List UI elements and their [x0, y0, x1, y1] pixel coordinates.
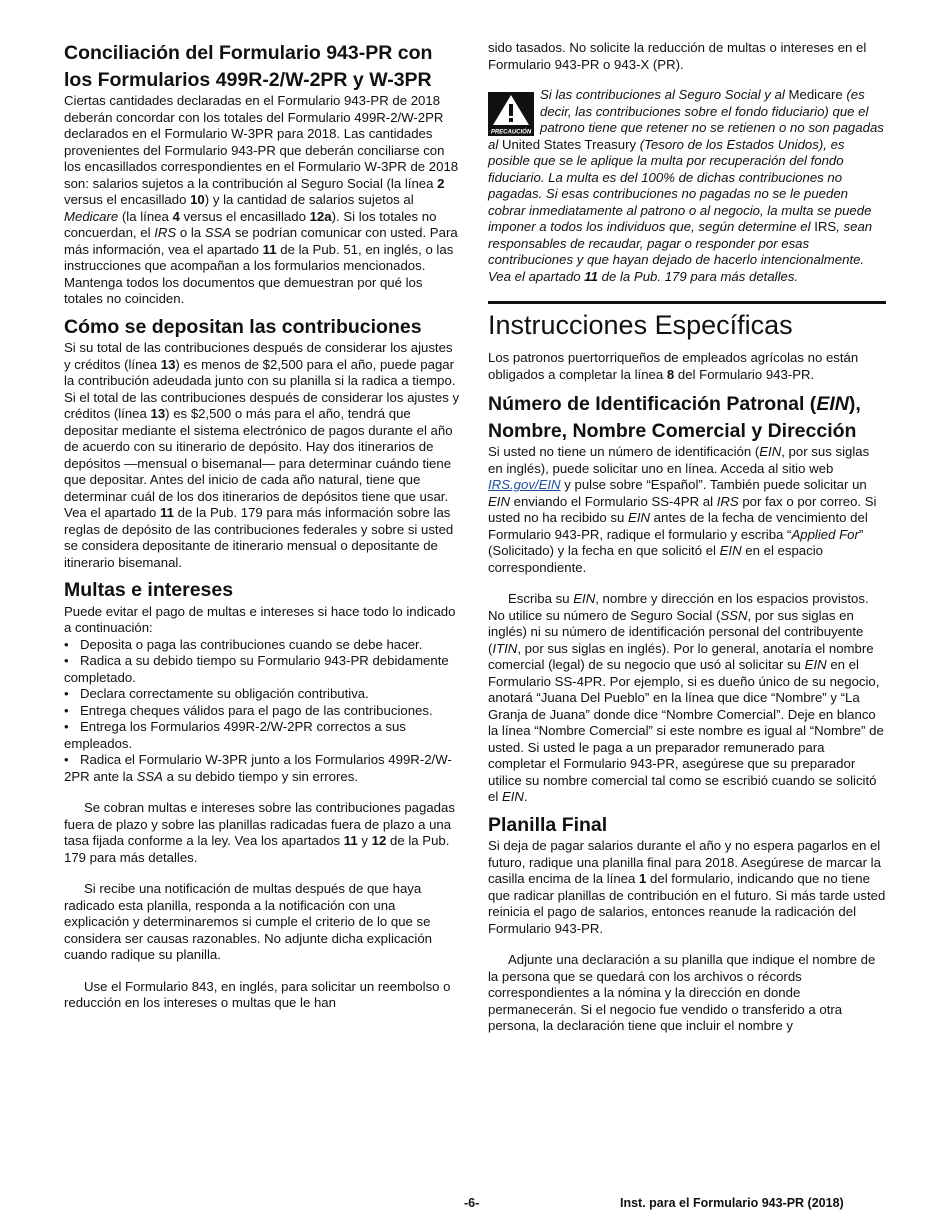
heading-conciliacion: Conciliación del Formulario 943-PR con los Formularios 499R-2/W-2PR y W-3PR — [64, 42, 433, 91]
paragraph-843-continued: sido tasados. No solicite la reducción de multas o intereses en el Formulario 943-PR o 943-X (PR). — [488, 40, 867, 72]
heading-multas: Multas e intereses — [64, 579, 234, 601]
paragraph-ein: Si usted no tiene un número de identificación (EIN, por sus siglas en inglés), puede solicitar uno en línea. Acceda al sitio web IRS.gov/EIN y pulse sobre “Español”. También puede solicitar un EIN enviando el Formulario SS-4PR al IRS por fax o por correo. Si usted no ha recibido su EIN antes de la fecha de vencimiento del Formulario 943-PR, radique el formulario y escriba “Applied For” (Solicitado) y la fecha en que solicitó el EIN en el espacio correspondiente. — [488, 444, 877, 575]
paragraph-843: Use el Formulario 843, en inglés, para solicitar un reembolso o reducción en los intereses o multas que le han — [64, 978, 451, 1010]
paragraph-planilla-final: Si deja de pagar salarios durante el año y no espera pagarlos en el futuro, radique una planilla final para 2018. Asegúrese de marcar la casilla encima de la línea 1 del formulario, indicando que no tiene que radicar planillas de contribución en el futuro. Si más tarde usted reinicia el pago de salarios, entonces reanude la radicación del Formulario 943-PR. — [488, 838, 886, 936]
list-item: • Entrega los Formularios 499R-2/W-2PR correctos a sus empleados. — [64, 719, 406, 751]
heading-deposito: Cómo se depositan las contribuciones — [64, 315, 422, 338]
page-number: -6- — [464, 1196, 480, 1210]
paragraph-notificacion: Si recibe una notificación de multas después de que haya radicado esta planilla, responda a la notificación con una explicación y determinaremos si cumple el criterio de lo que se considera ser causas razonables. No adjunte dicha explicación cuando radique su planilla. — [64, 881, 433, 962]
paragraph-escriba-ein: Escriba su EIN, nombre y dirección en los espacios provistos. No utilice su número de Seguro Social (SSN, por sus siglas en inglés) ni su número de identificación personal del contribuyente (ITIN, por sus siglas en inglés). Por lo general, anotaría el nombre comercial (legal) de su negocio que usó al solicitar su EIN en el Formulario SS-4PR. Por ejemplo, si es dueño único de su negocio, anotará “Juana Del Pueblo” en la línea que dice “Nombre” y “La Granja de Juana” donde dice “Nombre Comercial”. Deje en blanco la línea “Nombre Comercial” si este nombre es igual al “Nombre” de usted. Si usted le paga a un preparador remunerado para completar el Formulario 943-PR, asegúrese que su preparador utilice su nombre comercial tal como se escribió cuando se solicitó el EIN. — [488, 591, 884, 804]
list-item: • Deposita o paga las contribuciones cuando se debe hacer. — [64, 636, 423, 652]
paragraph-multas-intro: Puede evitar el pago de multas e intereses si hace todo lo indicado a continuación: — [64, 603, 456, 635]
heading-planilla-final: Planilla Final — [488, 813, 608, 836]
paragraph-agricolas: Los patronos puertorriqueños de empleados agrícolas no están obligados a completar la línea 8 del Formulario 943-PR. — [488, 350, 859, 382]
list-item: • Radica el Formulario W-3PR junto a los Formularios 499R-2/W-2PR ante la SSA a su debido tiempo y sin errores. — [64, 752, 452, 784]
heading-instrucciones-especificas: Instrucciones Específicas — [488, 310, 793, 340]
caution-box — [488, 87, 886, 285]
right-column — [488, 40, 886, 1035]
list-item: • Declara correctamente su obligación contributiva. — [64, 686, 369, 701]
irs-ein-link[interactable]: IRS.gov/EIN — [488, 477, 561, 492]
paragraph-cobran: Se cobran multas e intereses sobre las contribuciones pagadas fuera de plazo y sobre las planillas radicadas fuera de plazo a una tasa fijada conforme a la ley. Vea los apartados 11 y 12 de la Pub. 179 para más detalles. — [64, 800, 455, 865]
left-column — [64, 40, 462, 1012]
caution-text: Si las contribuciones al Seguro Social y al Medicare (es decir, las contribuciones sobre el fondo fiduciario) que el patrono tiene que retener no se retienen o no son pagadas al United States Treasury (Tesoro de los Estados Unidos), es posible que se le aplique la multa por recuperación del fondo fiduciario. La multa es del 100% de dichas contribuciones no pagadas. Si esas contribuciones no pagadas no se le pueden cobrar inmediatamente al patrono o al negocio, la multa se puede imponer a todos los individuos que, según determine el IRS, sean responsables de recaudar, pagar o responder por esas contribuciones y que hayan dejado de hacerlo intencionalmente. Vea el apartado 11 de la Pub. 179 para más detalles. — [488, 87, 884, 284]
paragraph-deposito: Si su total de las contribuciones después de considerar los ajustes y créditos (línea 13) es menos de $2,500 para el año, puede pagar la contribución adeudada junto con su planilla si la radica a tiempo. Si el total de las contribuciones después de considerar los ajustes y créditos (línea 13) es $2,500 o más para el año, tendrá que depositar mediante el sistema electrónico de pagos durante el año de acuerdo con su itinerario de depósito. Hay dos itinerarios de depósitos —mensual o bisemanal— para determinar cuándo tiene que depositar. Antes del inicio de cada año natural, tiene que determinar cuál de los dos itinerarios de depósitos tiene que usar. Vea el apartado 11 de la Pub. 179 para más información sobre las reglas de depósito de las contribuciones federales y sobre si usted se considera depositante de itinerario mensual o depositante de itinerario bisemanal. — [64, 340, 460, 570]
caution-icon — [488, 92, 534, 136]
paragraph-adjunte: Adjunte una declaración a su planilla que indique el nombre de la persona que se quedará con los archivos o récords correspondientes a la nómina y la dirección en donde permanecerán. Si el negocio fue vendido o transferido a otra persona, la declaración tiene que incluir el nombre y — [488, 952, 876, 1033]
heading-ein: Número de Identificación Patronal (EIN), Nombre, Nombre Comercial y Dirección — [488, 393, 861, 442]
list-item: • Entrega cheques válidos para el pago de las contribuciones. — [64, 702, 433, 718]
form-title-footer: Inst. para el Formulario 943-PR (2018) — [620, 1196, 844, 1210]
section-rule — [488, 301, 886, 342]
list-item: • Radica a su debido tiempo su Formulario 943-PR debidamente completado. — [64, 653, 449, 685]
caution-label: PRECAUCIÓN — [490, 129, 532, 136]
paragraph-conciliacion: Ciertas cantidades declaradas en el Formulario 943-PR de 2018 deberán concordar con los totales del Formulario 499R-2/W-2PR declarados en el Formulario W-3PR para 2018. Las cantidades provenientes del Formulario 943-PR que deberán conciliarse con los encasillados correspondientes en el Formulario W-3PR de 2018 son: salarios sujetos a la contribución al Seguro Social (la línea 2 versus el encasillado 10) y la cantidad de salarios sujetos al Medicare (la línea 4 versus el encasillado 12a). Si los totales no concuerdan, el IRS o la SSA se podrían comunicar con usted. Para más información, vea el apartado 11 de la Pub. 51, en inglés, o las instrucciones que acompañan a los formularios mencionados. Mantenga todos los documentos que demuestran por qué los totales no coinciden. — [64, 93, 459, 306]
